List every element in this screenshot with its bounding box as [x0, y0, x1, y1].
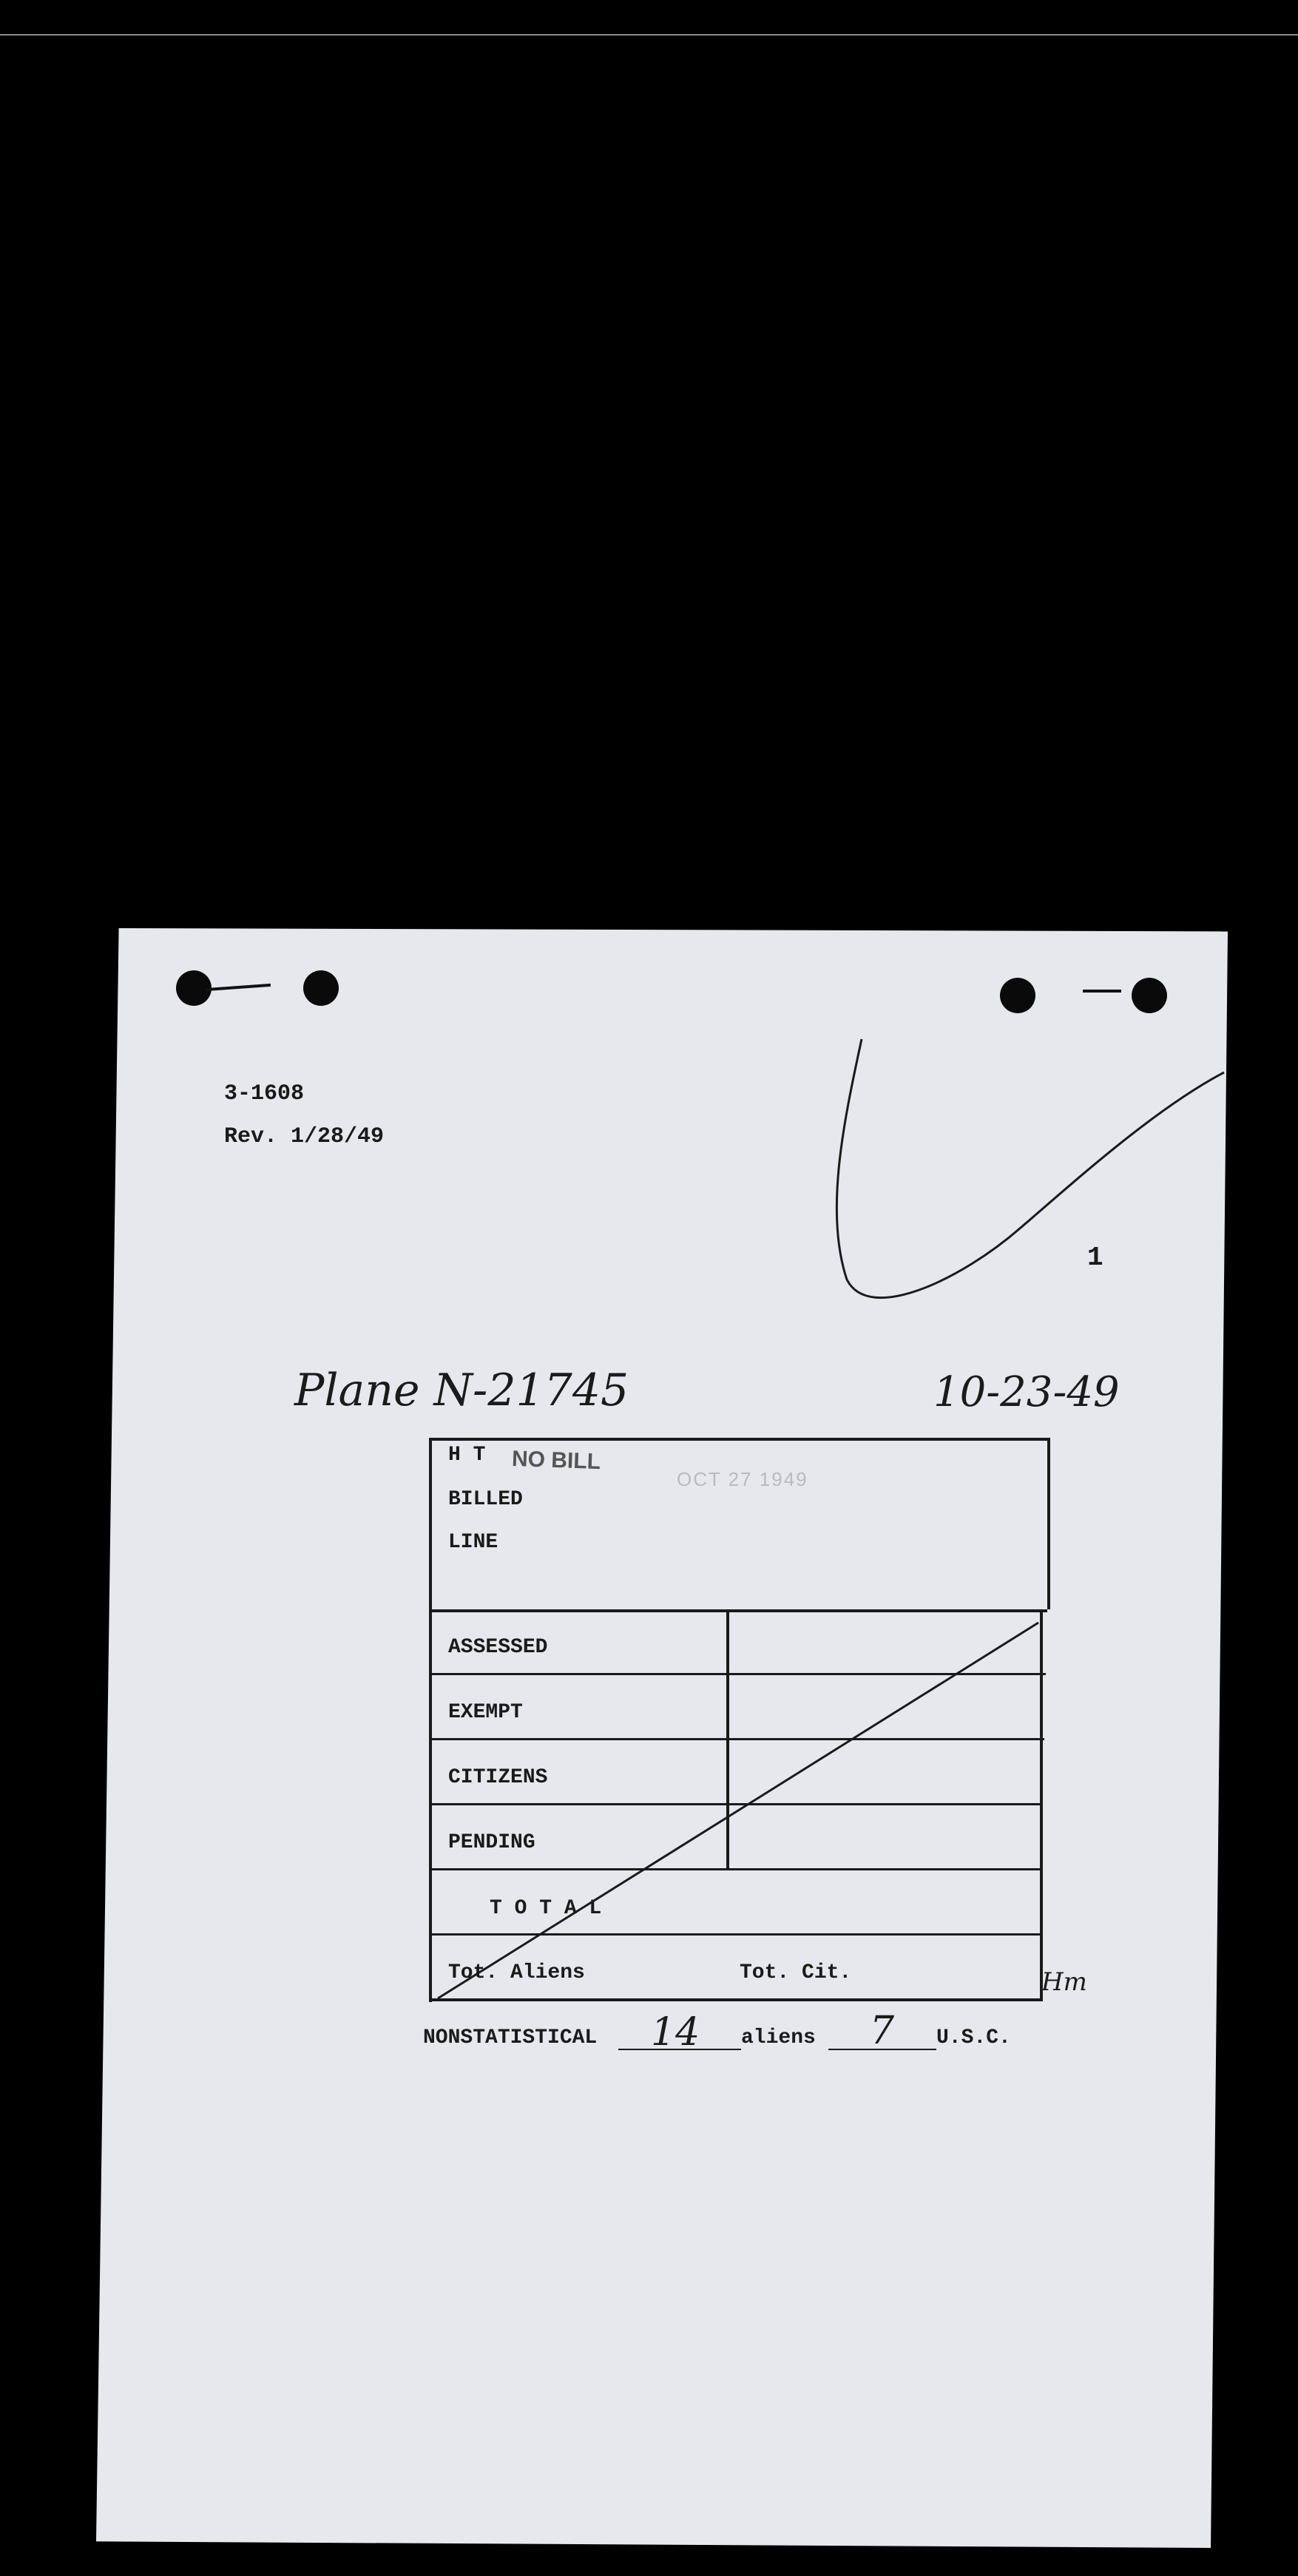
ht-label: H T: [448, 1444, 486, 1467]
total-label: T O T A L: [490, 1897, 602, 1920]
form-revision: Rev. 1/28/49: [224, 1124, 385, 1149]
form-number: 3-1608: [224, 1081, 305, 1106]
tot-aliens-label: Tot. Aliens: [448, 1961, 585, 1984]
row-exempt: EXEMPT: [448, 1701, 523, 1724]
line-label: LINE: [448, 1531, 498, 1554]
handwritten-aliens-count: 14: [651, 2010, 700, 2055]
no-bill-stamp: NO BILL: [511, 1446, 601, 1475]
checkmark-stroke: [836, 1039, 1224, 1298]
handwritten-usc-count: 7: [870, 2009, 895, 2053]
aliens-label: aliens: [741, 2026, 816, 2049]
tot-cit-label: Tot. Cit.: [740, 1961, 852, 1984]
row-citizens: CITIZENS: [448, 1766, 548, 1789]
nonstatistical-label: NONSTATISTICAL: [423, 2026, 598, 2049]
diagonal-strike-line: [438, 1623, 1038, 1998]
handwritten-date: 10-23-49: [933, 1368, 1120, 1416]
handwritten-initials: Hm: [1041, 1967, 1087, 1997]
usc-label: U.S.C.: [936, 2026, 1011, 2049]
billed-label: BILLED: [448, 1488, 523, 1511]
page-number: 1: [1087, 1243, 1103, 1273]
row-pending: PENDING: [448, 1831, 535, 1854]
row-assessed: ASSESSED: [448, 1636, 548, 1659]
received-date-stamp: OCT 27 1949: [677, 1468, 808, 1490]
handwritten-plane-number: Plane N-21745: [294, 1365, 629, 1416]
